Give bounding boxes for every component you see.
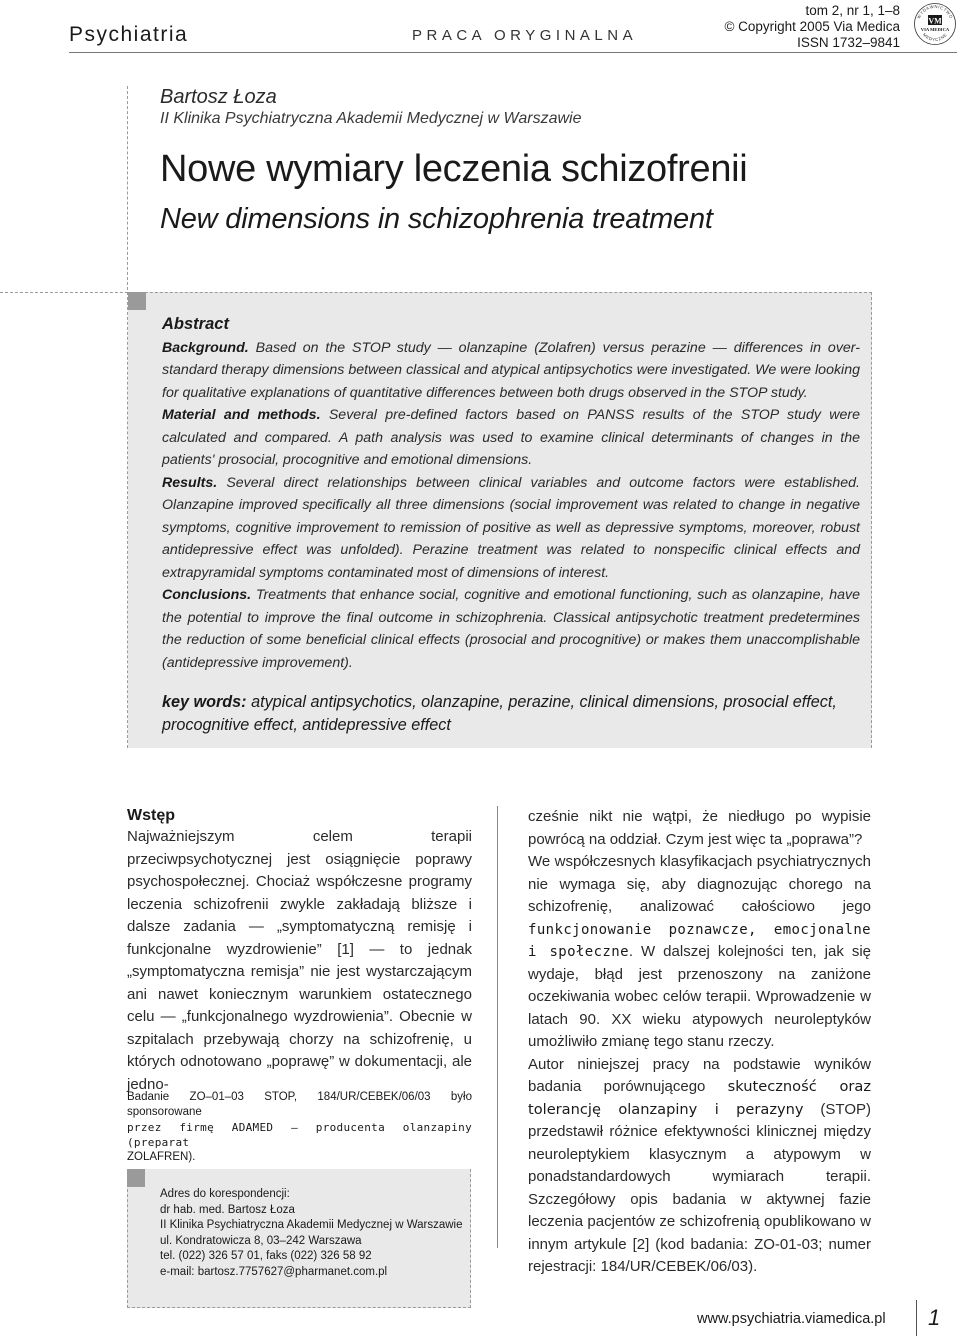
col2-p3-start: Autor niniejszej pracy na podstawie wyników badania porównującego (528, 1055, 871, 1095)
author-affiliation: II Klinika Psychiatryczna Akademii Medycznej w Warszawie (160, 110, 582, 127)
abstract-background (162, 337, 860, 405)
author-name: Bartosz Łoza (160, 86, 277, 108)
footnote-line-2: przez firmę ADAMED — producenta olanzapiny (preparat (127, 1121, 472, 1149)
via-medica-logo (913, 2, 957, 46)
abstract-methods (162, 404, 860, 472)
keywords-text: atypical antipsychotics, olanzapine, perazine, clinical dimensions, prosocial effect, procognitive effect, antidepressive effect (162, 693, 837, 734)
svg-text:MEDYCZNE (922, 32, 948, 42)
logo-bottom-text: MEDYCZNE (921, 32, 949, 43)
keywords-label: key words: (162, 693, 247, 711)
publication-meta (724, 3, 900, 51)
page-number: 1 (928, 1305, 941, 1330)
abstract-conclusions (162, 584, 860, 674)
left-guide-line (127, 86, 128, 290)
footer-divider (916, 1300, 917, 1336)
section-label: PRACA ORYGINALNA (412, 27, 638, 44)
copyright-info: © Copyright 2005 Via Medica (724, 19, 900, 34)
volume-info: tom 2, nr 1, 1–8 (805, 3, 900, 18)
col2-p2-emphasis: funkcjonowanie poznawcze, emocjonalne i społeczne (528, 921, 871, 960)
keywords (162, 691, 860, 737)
correspondence-label: Adres do korespondencji: (160, 1188, 290, 1200)
col2-p3-end: (STOP) przedstawił różnice efektywności klinicznej między neuroleptykiem klasycznym a atypowym w ponadstandardowych wymiarach terapii. Szczegółowy opis badania w aktywnej fazie leczenia pacjentów ze schizofrenią opublikowano w innym artykule [2] (kod badania: ZO-01-03; numer rejestracji: 184/UR/CEBEK/06/03). (528, 1100, 871, 1275)
correspondence-left-rule (127, 1169, 128, 1308)
header-rule (69, 52, 957, 53)
conclusions-text: Treatments that enhance social, cognitive and emotional functioning, such as olanzapine, have the potential to improve the final outcome in schizophrenia. Classical antipsychotic treatment predetermines the reduction of some beneficial clinical effects (prosocial and procognitive) or makes them unaccomplishable (antidepressive improvement). (162, 587, 860, 671)
methods-label: Material and methods. (162, 407, 321, 423)
results-label: Results. (162, 474, 218, 491)
conclusions-label: Conclusions. (162, 587, 252, 603)
correspondence-corner-square (127, 1169, 145, 1187)
correspondence-email: e-mail: bartosz.7757627@pharmanet.com.pl (160, 1265, 388, 1278)
methods-text: Several pre-defined factors based on PANSS results of the STOP study were calculated and compared. A path analysis was used to examine clinical determinants of changes in the patients' prosocial, procognitive and emotional dimensions. (162, 407, 860, 468)
footer-website: www.psychiatria.viamedica.pl (697, 1311, 886, 1327)
intro-paragraph: Najważniejszym celem terapii przeciwpsychotycznej jest osiągnięcie poprawy psychospołecznej. Chociaż współczesne programy leczenia schizofrenii zwykle zakładają bliższe i dalsze zadania — „symptomatyczną remisję i funkcjonalne wyzdrowienie” [1] — to jednak „symptomatyczna remisja” nie jest wystarczającym ani nawet koniecznym warunkiem ostatecznego celu — „funkcjonalnego wyzdrowienia”. Obecnie w szpitalach przebywają chorzy na schizofrenię, u których odnotowano „poprawę” w dokumentacji, ale jedno- (127, 828, 472, 1093)
logo-mark: VM (928, 16, 942, 26)
background-label: Background. (162, 339, 249, 356)
abstract-content (162, 313, 860, 674)
journal-name: Psychiatria (69, 23, 189, 46)
correspondence-address (160, 1187, 465, 1281)
col2-p2-end: . W dalszej kolejności ten, jak się wydaje, błąd jest przenoszony na zaniżone oczekiwania wobec celów terapii. Wprowadzenie w latach 90. XX wieku atypowych neuroleptyków umożliwiło zmianę tego stanu rzeczy. (528, 943, 871, 1050)
footnote-line-1: Badanie ZO–01–03 STOP, 184/UR/CEBEK/06/03 było sponsorowane (127, 1091, 472, 1118)
col2-p3-emphasis: skuteczność oraz tolerancję olanzapiny i perazyny (528, 1078, 871, 1118)
col2-paragraph-2 (528, 851, 871, 1054)
col2-p2-start: We współczesnych klasyfikacjach psychiatrycznych nie wymaga się, aby diagnozując chorego na schizofrenię, analizować całościowo jego (528, 853, 871, 915)
col2-paragraph-3 (528, 1054, 871, 1279)
footnote-line-3: ZOLAFREN). (127, 1151, 196, 1163)
body-column-right (528, 806, 871, 1279)
logo-top-text: WYDAWNICTWO (916, 3, 954, 20)
background-text: Based on the STOP study — olanzapine (Zolafren) versus perazine — differences in over-standard therapy dimensions between classical and atypical antipsychotics were investigated. We were looking for qualitative explanations of quantitative differences between both drugs observed in the STOP study. (162, 339, 860, 401)
intro-heading: Wstęp (127, 807, 175, 824)
correspondence-street: ul. Kondratowicza 8, 03–242 Warszawa (160, 1234, 362, 1247)
col2-paragraph-1: cześnie nikt nie wątpi, że niedługo po wypisie powrócą na oddział. Czym jest więc ta „poprawa”? (528, 808, 871, 848)
funding-footnote (127, 1090, 472, 1165)
abstract-results (162, 472, 860, 585)
abstract-heading: Abstract (162, 315, 229, 333)
logo-name: VIA MEDICA (920, 27, 950, 32)
correspondence-phone: tel. (022) 326 57 01, faks (022) 326 58 92 (160, 1250, 372, 1263)
body-column-left (127, 806, 472, 1096)
correspondence-name: dr hab. med. Bartosz Łoza (160, 1203, 295, 1216)
abstract-corner-square (128, 292, 146, 310)
abstract-left-rule (127, 292, 128, 748)
column-divider (497, 806, 498, 1248)
article-title-polish: Nowe wymiary leczenia schizofrenii (160, 148, 748, 190)
results-text: Several direct relationships between clinical variables and outcome factors were established. Olanzapine improved specifically all three dimensions (social improvement was related to change in negative symptoms, cognitive improvement to remission of positive as well as depressive symptoms, moreover, robust antidepressive effect was unfolded). Perazine treatment was related to nonspecific clinical effects and extrapyramidal symptoms contaminated most of dimensions of interest. (162, 474, 860, 581)
correspondence-institution: II Klinika Psychiatryczna Akademii Medycznej w Warszawie (160, 1219, 463, 1232)
issn-info: ISSN 1732–9841 (797, 35, 900, 50)
article-title-english: New dimensions in schizophrenia treatment (160, 203, 713, 235)
